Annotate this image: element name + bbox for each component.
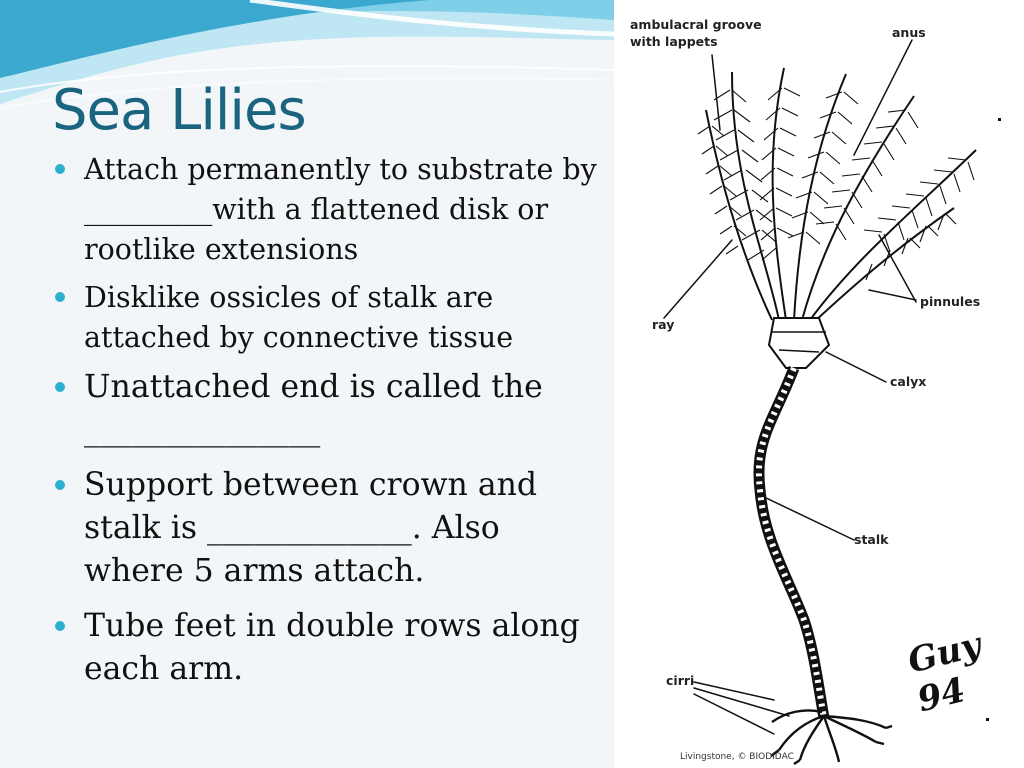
label-cirri: cirri [666,673,695,688]
bullet-text: Support between crown and stalk is _____________. Also where 5 arms attach. [84,467,538,589]
bullet-text: Disklike ossicles of stalk are attached by connective tissue [84,281,514,354]
bullet-item [55,366,600,452]
label-anus: anus [892,25,926,40]
label-calyx: calyx [890,374,927,389]
bullet-dot-icon [55,480,65,490]
label-ray: ray [652,317,675,332]
bullet-dot-icon [55,164,65,174]
bullet-text: Tube feet in double rows along each arm. [84,608,580,687]
label-stalk: stalk [854,532,889,547]
bullet-dot-icon [55,621,65,631]
bullet-list [55,150,600,703]
bullet-item [55,150,600,270]
label-pinnules: pinnules [920,294,981,309]
slide-title: Sea Lilies [52,78,306,143]
bullet-item [55,278,600,358]
bullet-text: Attach permanently to substrate by _________with a flattened disk or rootlike extensions [84,153,597,266]
image-credit: Livingstone, © BIODIDAC [680,752,794,762]
bullet-text: Unattached end is called the _______________ [84,369,543,448]
bullet-item [55,605,600,691]
artist-signature: Guy 94 [903,624,985,721]
sea-lily-diagram [614,0,1024,768]
bullet-dot-icon [55,292,65,302]
bullet-item [55,464,600,593]
label-ambulacral-groove: ambulacral groove with lappets [630,17,762,49]
bullet-dot-icon [55,382,65,392]
